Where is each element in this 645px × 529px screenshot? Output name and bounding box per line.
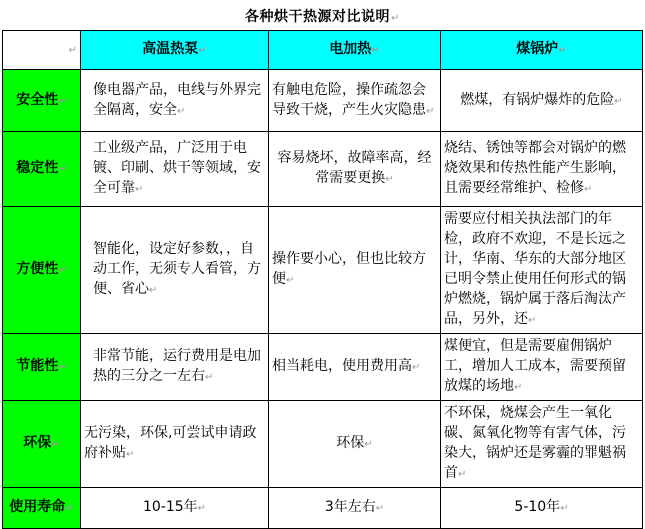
cell-environmental-electric: 环保↵ (269, 401, 441, 488)
paragraph-mark-icon: ↵ (558, 45, 567, 56)
cell-stability-electric: 容易烧坏，故障率高，经常需要更换↵ (269, 132, 441, 207)
paragraph-mark-icon: ↵ (198, 45, 207, 56)
row-header-environmental: 环保↵ (3, 401, 81, 488)
comparison-table (2, 30, 643, 529)
paragraph-mark-icon: ↵ (177, 105, 186, 117)
corner-cell (3, 31, 81, 70)
cell-convenience-electric: 操作要小心，但也比较方便↵ (269, 207, 441, 334)
cell-stability-heat-pump: 工业级产品，广泛用于电镀、印刷、烘干等领域，安全可靠↵ (81, 132, 269, 207)
document-title: 各种烘干热源对比说明↵ (245, 9, 400, 25)
paragraph-mark-icon: ↵ (58, 265, 67, 276)
header-row (3, 31, 643, 70)
table-row-safety (3, 70, 643, 132)
column-header-coal-boiler: 煤锅炉↵ (441, 31, 643, 70)
cell-convenience-heat-pump: 智能化，设定好参数，，自动工作，无须专人看管，方便、省心↵ (81, 207, 269, 334)
cell-environmental-coal-boiler: 不环保，烧煤会产生一氧化碳、氮氧化物等有害气体，污染大，锅炉还是雾霾的罪魁祸首↵ (441, 401, 643, 488)
paragraph-mark-icon: ↵ (58, 164, 67, 175)
paragraph-mark-icon: ↵ (65, 503, 74, 514)
paragraph-mark-icon: ↵ (614, 95, 623, 107)
row-header-energy-saving: 节能性↵ (3, 334, 81, 401)
table-row-stability (3, 132, 643, 207)
row-header-convenience: 方便性↵ (3, 207, 81, 334)
cell-energy-coal-boiler: 煤便宜，但是需要雇佣锅炉工，增加人工成本，需要预留放煤的场地↵ (441, 334, 643, 401)
paragraph-mark-icon: ↵ (375, 503, 385, 514)
paragraph-mark-icon: ↵ (391, 13, 400, 24)
cell-stability-coal-boiler: 烧结、锈蚀等都会对锅炉的燃烧效果和传热性能产生影响，且需要经常维护、检修↵ (441, 132, 643, 207)
paragraph-mark-icon: ↵ (412, 362, 421, 373)
paragraph-mark-icon: ↵ (197, 503, 207, 514)
paragraph-mark-icon: ↵ (58, 95, 67, 107)
paragraph-mark-icon: ↵ (584, 184, 593, 195)
table-row-energy-saving (3, 334, 643, 401)
paragraph-mark-icon: ↵ (126, 449, 135, 460)
cell-energy-heat-pump: 非常节能，运行费用是电加热的三分之一左右↵ (81, 334, 269, 401)
cell-life-electric: 3年左右↵ (269, 488, 441, 529)
column-header-heat-pump: 高温热泵↵ (81, 31, 269, 70)
table-row-environmental (3, 401, 643, 488)
paragraph-mark-icon: ↵ (560, 503, 569, 514)
paragraph-mark-icon: ↵ (364, 439, 373, 450)
paragraph-mark-icon: ↵ (528, 315, 537, 326)
row-header-safety: 安全性↵ (3, 70, 81, 132)
cell-safety-coal-boiler: 燃煤，有锅炉爆炸的危险↵ (441, 70, 643, 132)
cell-safety-heat-pump: 像电器产品，电线与外界完全隔离，安全↵ (81, 70, 269, 132)
table-row-service-life (3, 488, 643, 529)
column-header-electric: 电加热↵ (269, 31, 441, 70)
cell-safety-electric: 有触电危险，操作疏忽会导致干烧，产生火灾隐患↵ (269, 70, 441, 132)
paragraph-mark-icon: ↵ (385, 174, 394, 185)
paragraph-mark-icon: ↵ (58, 362, 67, 373)
cell-convenience-coal-boiler: 需要应付相关执法部门的年检，政府不欢迎，不是长远之计，华南、华东的大部分地区已明令禁止使用任何形式的锅炉燃烧，锅炉属于落后淘汰产品，另外，还↵ (441, 207, 643, 334)
table-row-convenience (3, 207, 643, 334)
paragraph-mark-icon: ↵ (51, 439, 60, 450)
cell-life-coal-boiler: 5-10年↵ (441, 488, 643, 529)
cell-life-heat-pump: 10-15年↵ (81, 488, 269, 529)
row-header-stability: 稳定性↵ (3, 132, 81, 207)
paragraph-mark-icon: ↵ (205, 372, 214, 383)
row-header-service-life: 使用寿命↵ (3, 488, 81, 529)
paragraph-mark-icon: ↵ (149, 285, 158, 296)
paragraph-mark-icon: ↵ (68, 45, 77, 56)
paragraph-mark-icon: ↵ (286, 275, 295, 286)
cell-energy-electric: 相当耗电，使用费用高↵ (269, 334, 441, 401)
paragraph-mark-icon: ↵ (371, 45, 380, 56)
paragraph-mark-icon: ↵ (135, 184, 144, 195)
paragraph-mark-icon: ↵ (426, 105, 435, 117)
paragraph-mark-icon: ↵ (514, 382, 523, 393)
paragraph-mark-icon: ↵ (458, 469, 467, 480)
cell-environmental-heat-pump: 无污染，环保,可尝试申请政府补贴↵ (81, 401, 269, 488)
